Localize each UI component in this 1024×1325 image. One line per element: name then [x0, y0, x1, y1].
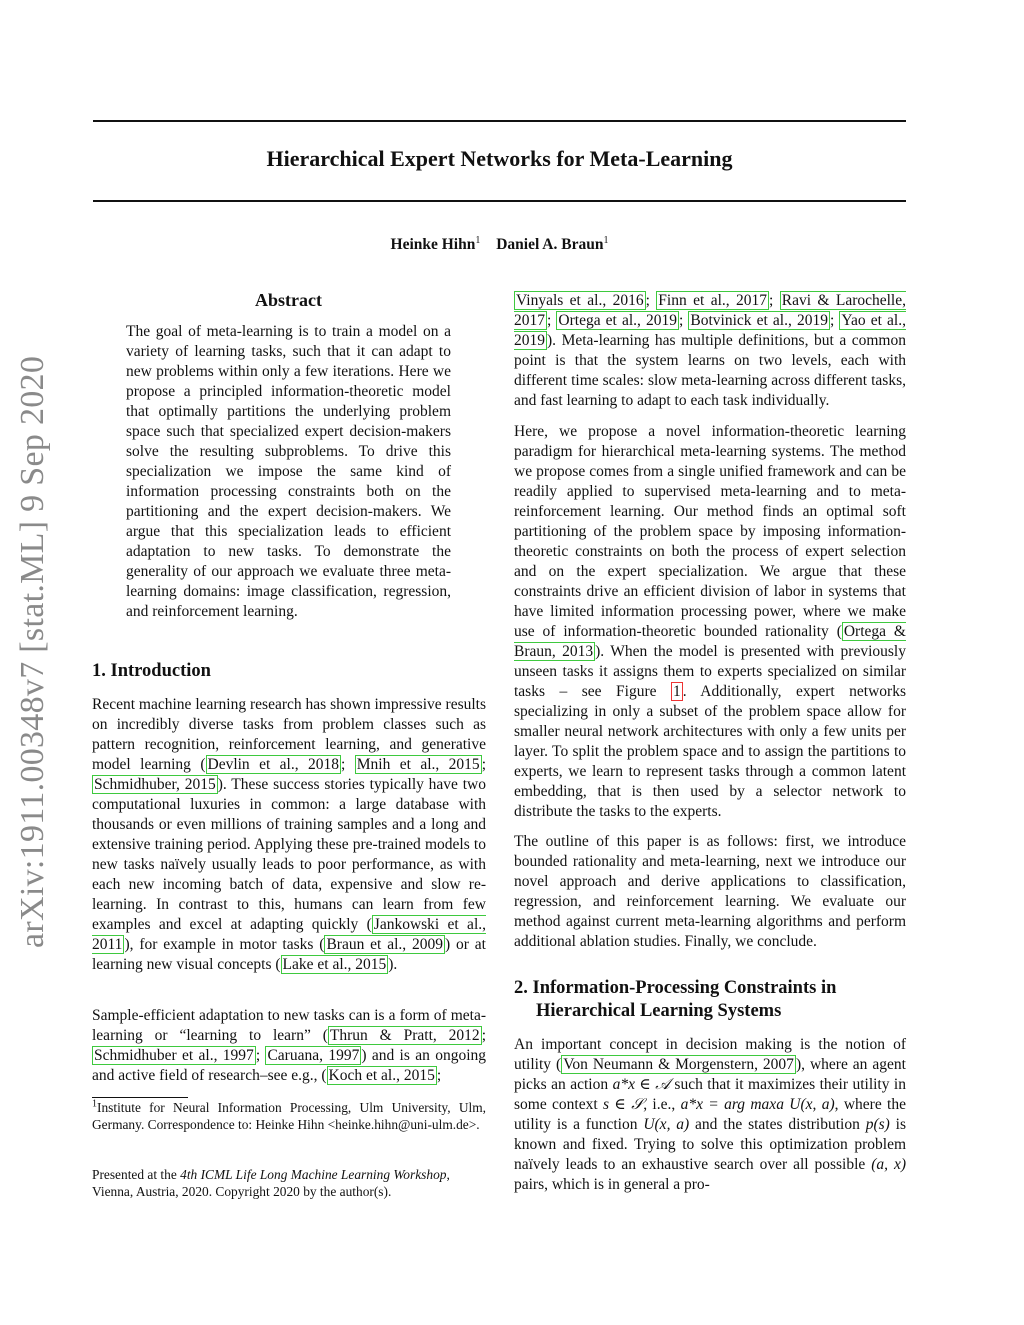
- math-inline: a*x ∈ 𝒜: [612, 1076, 670, 1093]
- citation-link[interactable]: Ortega et al., 2019: [558, 312, 677, 329]
- citation-link[interactable]: Vinyals et al., 2016: [516, 292, 644, 309]
- citation-link[interactable]: Koch et al., 2015: [328, 1067, 435, 1084]
- footnote-rule: [92, 1097, 188, 1098]
- footnote-affiliation: $^1$Institute for Neural Information Processing, Ulm University, Ulm, Germany. Correspondence to: Heinke Hihn <heinke.hihn@uni-ulm.de>.: [92, 1098, 486, 1132]
- author-name: Heinke Hihn: [390, 236, 476, 253]
- title-rule-top: [93, 120, 906, 122]
- math-inline: a*x = arg maxa U(x, a): [680, 1096, 835, 1113]
- section-heading-2: 2. Information-Processing Constraints in Hierarchical Learning Systems: [514, 978, 837, 1021]
- citation-link[interactable]: Jankowski et al., 2011: [92, 916, 486, 953]
- citation-link[interactable]: Ortega & Braun, 2013: [514, 623, 906, 660]
- intro-paragraph-2: Sample-efficient adaptation to new tasks can is a form of meta-learning or “learning to learn” ( Thrun & Pratt, 2012 ; Schmidhuber et al., 1997 ; Caruana, 1997 ) and is an ongoing and active field of research–see e.g., ( Koch et al., 2015 ;: [92, 1007, 487, 1084]
- citation-link[interactable]: Mnih et al., 2015: [356, 756, 480, 773]
- math-inline: s ∈ 𝒮: [603, 1096, 644, 1113]
- intro-paragraph-1: Recent machine learning research has shown impressive results on incredibly diverse tasks from problem classes such as pattern recognition, reinforcement learning, and generative model learning ( Devlin et al., 2018 ; Mnih et al., 2015 ; Schmidhuber, 2015 ). These success stories typically have two computational luxuries in common: a large database with thousands or even millions of training samples and a long and extensive training period. Applying these pre-trained models to new tasks naïvely usually leads to poor performance, as with each new incoming batch of data, expensive and slow re-learning. In contrast to this, humans can learn from few examples and excel at adapting quickly ( Jankowski et al., 2011 ), for example in motor tasks ( Braun et al., 2009 ) or at learning new visual concepts ( Lake et al., 2015 ).: [92, 696, 486, 973]
- arxiv-watermark: arXiv:1911.00348v7 [stat.ML] 9 Sep 2020: [14, 355, 51, 948]
- citation-link[interactable]: Finn et al., 2017: [658, 292, 768, 309]
- abstract-text: The goal of meta-learning is to train a model on a variety of learning tasks, such that it can adapt to new problems within only a few iterations. Here we propose a principled information-theoretic model that optimally partitions the underlying problem space such that specialized expert decision-makers solve the resulting subproblems. To drive this specialization we impose the same kind of information processing constraints both on the partitioning and the expert decision-makers. We argue that this specialization leads to efficient adaptation to new tasks. To demonstrate the generality of our approach we evaluate three meta-learning domains: image classification, regression, and reinforcement learning.: [126, 323, 451, 620]
- citation-link[interactable]: Caruana, 1997: [267, 1047, 360, 1064]
- paper-title: Hierarchical Expert Networks for Meta-Learning: [266, 146, 733, 171]
- citation-link[interactable]: Lake et al., 2015: [282, 956, 387, 973]
- venue-name: 4th ICML Life Long Machine Learning Workshop: [180, 1167, 447, 1182]
- title-rule-bottom: [93, 200, 906, 202]
- author-list: [93, 236, 906, 254]
- citation-link[interactable]: Botvinick et al., 2019: [690, 312, 828, 329]
- footnote-mark: 1: [92, 1098, 97, 1110]
- citation-link[interactable]: Schmidhuber et al., 1997: [94, 1047, 254, 1064]
- abstract-heading: Abstract: [255, 290, 322, 310]
- math-inline: (a, x): [871, 1156, 906, 1173]
- citation-link[interactable]: Schmidhuber, 2015: [94, 776, 216, 793]
- math-inline: U(x, a): [643, 1116, 690, 1133]
- author-name: Daniel A. Braun: [496, 236, 604, 253]
- right-paragraph-3: An important concept in decision making is the notion of utility ( Von Neumann & Morgenstern, 2007 ), where an agent picks an action a*x ∈ 𝒜 such that it maximizes their utility in some context s ∈ 𝒮, i.e., a*x = arg maxa U(x, a), where the utility is a function U(x, a) and the states distribution p(s) is known and fixed. Trying to solve this optimization problem naïvely leads to an exhaustive search over all possible (a, x) pairs, which is in general a pro-: [514, 1036, 907, 1193]
- citation-link[interactable]: Devlin et al., 2018: [207, 756, 340, 773]
- citation-link[interactable]: Von Neumann & Morgenstern, 2007: [563, 1056, 794, 1073]
- author-affil: 1: [603, 234, 609, 246]
- figure-reference-link[interactable]: 1: [672, 683, 681, 700]
- citation-link[interactable]: Ravi & Larochelle, 2017: [514, 292, 906, 329]
- venue-notice: Presented at the 4th ICML Life Long Machine Learning Workshop, Vienna, Austria, 2020. Copyright 2020 by the author(s).: [92, 1167, 450, 1199]
- right-paragraph-2: The outline of this paper is as follows: first, we introduce bounded rationality and meta-learning, next we introduce our novel approach and derive applications to classification, regression, and reinforcement learning. We evaluate our method against current meta-learning algorithms and perform additional ablation studies. Finally, we conclude.: [514, 833, 906, 950]
- citation-link[interactable]: Yao et al., 2019: [514, 312, 906, 349]
- citation-link[interactable]: Braun et al., 2009: [326, 936, 444, 953]
- right-paragraph-0: Vinyals et al., 2016 ; Finn et al., 2017 ; Ravi & Larochelle, 2017 ; Ortega et al., 2019 ; Botvinick et al., 2019 ; Yao et al., 2019 ). Meta-learning has multiple definitions, but a common point is that the system learns on two levels, each with different time scales: slow meta-learning across different tasks, and fast learning to adapt to each task individually.: [514, 292, 906, 409]
- section-heading-introduction: 1. Introduction: [92, 661, 211, 681]
- author-affil: 1: [475, 234, 481, 246]
- right-paragraph-1: Here, we propose a novel information-theoretic learning paradigm for hierarchical meta-learning systems. The method we propose comes from a single unified framework and can be readily applied to supervised meta-learning and to meta-reinforcement learning. Our method finds an optimal soft partitioning of the problem space by imposing information-theoretic constraints on both the process of expert selection and on the expert specialization. We argue that these constraints drive an efficient division of labor in systems that have limited information processing power, where we make use of information-theoretic bounded rationality ( Ortega & Braun, 2013 ). When the model is presented with previously unseen tasks it assigns them to experts specialized on similar tasks – see Figure 1 . Additionally, expert networks specializing in only a subset of the problem space allow for smaller neural network architectures with only a few units per layer. To split the problem space and to assign the partitions to experts, we learn to represent tasks through a common latent embedding, that is then used by a selector network to distribute the tasks to the experts.: [514, 423, 907, 820]
- math-inline: p(s): [865, 1116, 890, 1133]
- citation-link[interactable]: Thrun & Pratt, 2012: [329, 1027, 480, 1044]
